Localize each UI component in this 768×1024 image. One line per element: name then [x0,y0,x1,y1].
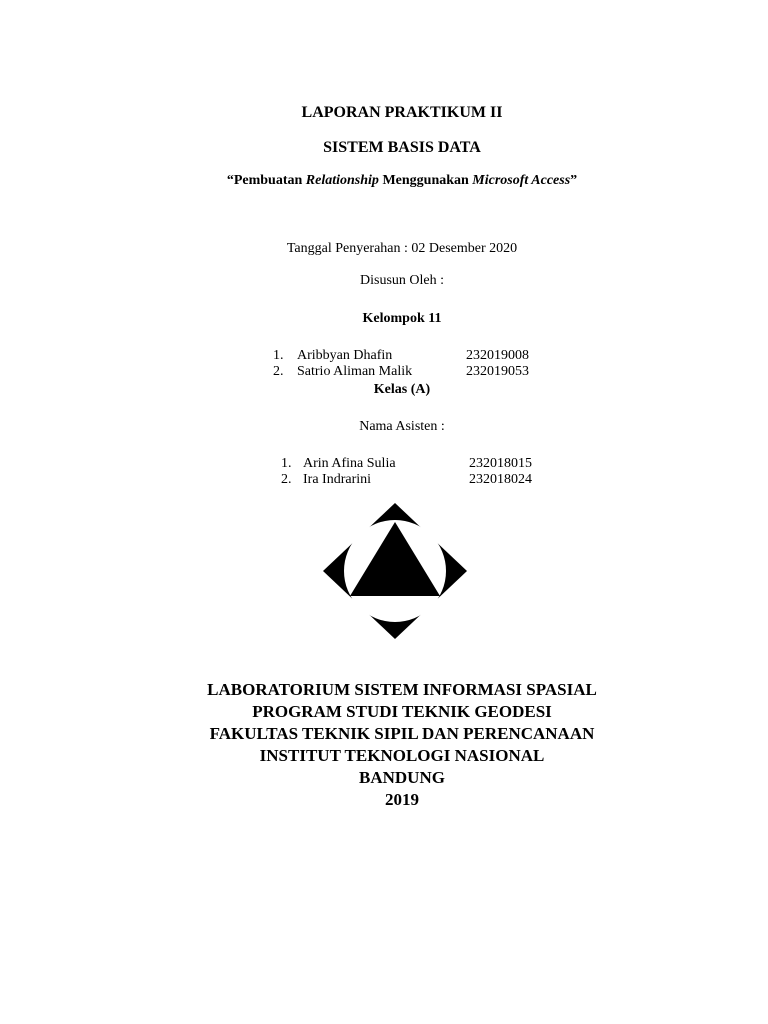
year: 2019 [385,790,419,809]
list-item [281,472,581,488]
assistant-label: Nama Asisten : [359,419,445,434]
member-nim: 232019008 [466,348,529,363]
subtitle-close: ” [570,173,578,188]
assistant-name: Arin Afina Sulia [303,456,396,471]
institution-block [0,679,768,811]
member-nim: 232019053 [466,364,529,379]
member-name: Satrio Aliman Malik [297,364,413,379]
assistant-number: 1. [281,456,292,471]
assistant-nim: 232018024 [469,472,532,487]
lab-name: LABORATORIUM SISTEM INFORMASI SPASIAL [207,680,597,699]
course-title: SISTEM BASIS DATA [323,139,481,156]
assistant-number: 2. [281,472,292,487]
report-subtitle [0,173,768,189]
assistant-list [281,456,581,488]
institute-name: INSTITUT TEKNOLOGI NASIONAL [259,746,545,765]
city-name: BANDUNG [359,768,445,787]
submission-date: Tanggal Penyerahan : 02 Desember 2020 [286,241,518,256]
assistant-name: Ira Indrarini [303,472,372,487]
subtitle-italic-access: Microsoft Access [472,173,571,188]
itenas-logo-icon [323,503,467,639]
member-list [273,348,573,380]
faculty-name: FAKULTAS TEKNIK SIPIL DAN PERENCANAAN [209,724,595,743]
subtitle-middle: Menggunakan [378,173,473,188]
class-label: Kelas (A) [373,382,431,397]
report-title: LAPORAN PRAKTIKUM II [301,104,503,121]
member-name: Aribbyan Dhafin [297,348,393,363]
study-program: PROGRAM STUDI TEKNIK GEODESI [252,702,552,721]
list-item [281,456,581,472]
group-label: Kelompok 11 [362,311,442,326]
subtitle-open: “Pembuatan [226,173,306,188]
member-number: 2. [273,364,284,379]
compiled-by-label: Disusun Oleh : [360,273,444,288]
list-item [273,364,573,380]
assistant-nim: 232018015 [469,456,532,471]
member-number: 1. [273,348,284,363]
subtitle-italic-relationship: Relationship [305,173,379,188]
list-item [273,348,573,364]
